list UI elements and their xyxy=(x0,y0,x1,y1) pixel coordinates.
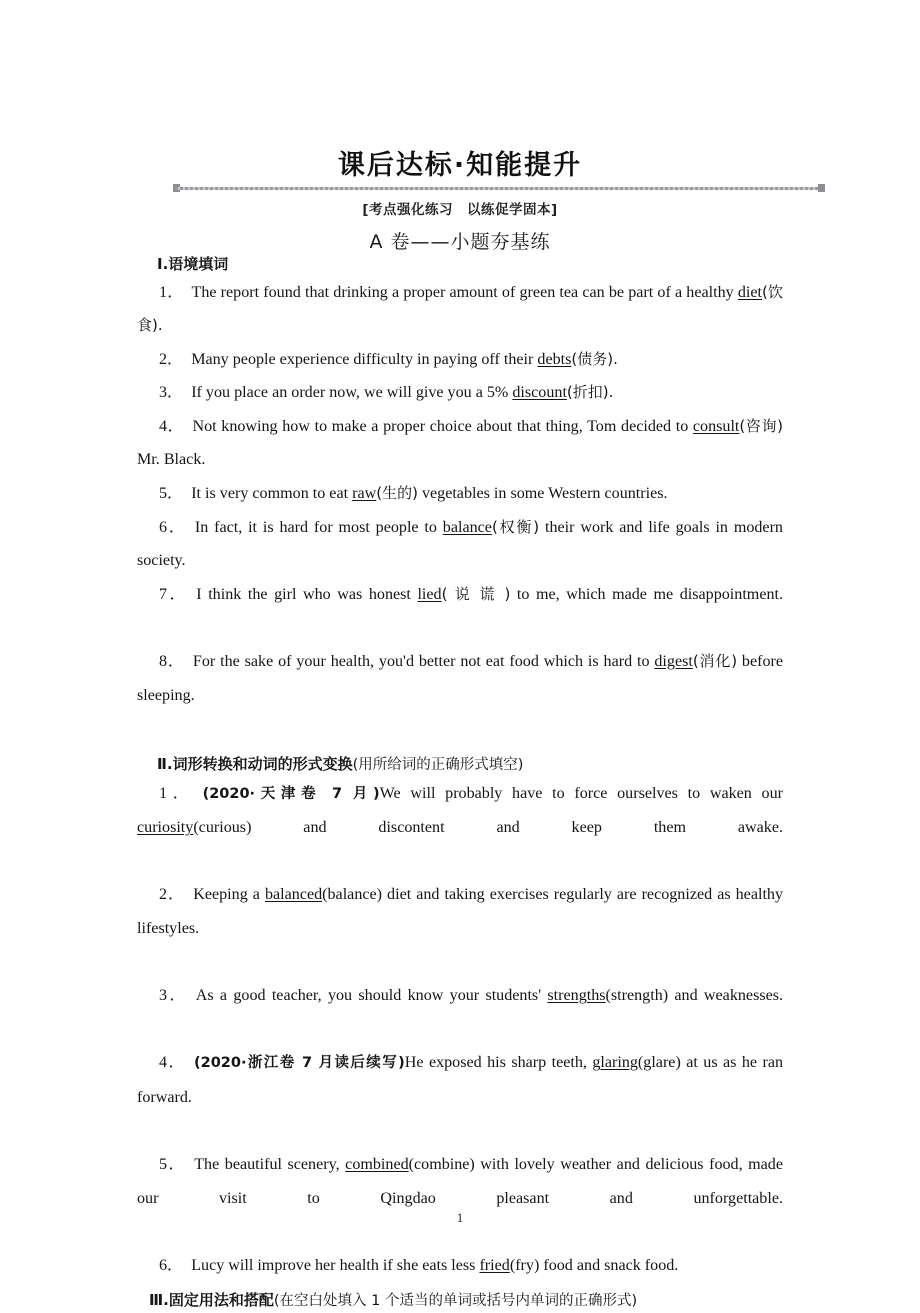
chinese-gloss: (权衡) xyxy=(491,517,540,536)
item-text: (balance) diet and taking exercises regularly are recognized as healthy lifestyles. xyxy=(137,886,784,937)
section-heading-label: Ⅱ.词形转换和动词的形式变换 xyxy=(157,754,353,773)
divider-right-cap xyxy=(818,184,825,192)
answer-blank: debts xyxy=(537,350,572,368)
answer-blank: strengths xyxy=(547,987,606,1005)
section-heading-note: (用所给词的正确形式填空) xyxy=(352,756,524,773)
exercise-item xyxy=(137,276,783,343)
item-number: 5． xyxy=(159,1156,187,1174)
section-heading-note: (在空白处填入 1 个适当的单词或括号内单词的正确形式) xyxy=(273,1293,638,1310)
exercise-item xyxy=(137,343,783,377)
answer-blank: curiosity xyxy=(137,819,194,837)
exercise-item xyxy=(137,477,783,511)
page-subtitle: [考点强化练习 以练促学固本] xyxy=(362,202,558,219)
item-number: 1． xyxy=(159,283,184,301)
item-text: vegetables in some Western countries. xyxy=(417,485,668,503)
item-number: 5． xyxy=(159,485,184,503)
item-text: The beautiful scenery, xyxy=(194,1156,346,1174)
answer-blank: lied xyxy=(417,585,442,603)
item-text: As a good teacher, you should know your students' xyxy=(195,987,548,1005)
exercise-item xyxy=(137,979,783,1046)
item-number: 6． xyxy=(159,518,187,536)
exercise-item xyxy=(137,376,783,410)
exercise-item xyxy=(137,1249,783,1283)
chinese-gloss: (消化) xyxy=(692,652,738,671)
item-number: 3． xyxy=(159,384,184,402)
section-heading-label: Ⅲ.固定用法和搭配 xyxy=(149,1291,274,1310)
section-heading xyxy=(157,753,783,777)
answer-blank: glaring xyxy=(592,1054,638,1072)
chinese-gloss: (生的) xyxy=(376,484,418,503)
answer-blank: combined xyxy=(345,1156,409,1174)
exam-source-tag: (2020·天津卷 7 月) xyxy=(202,785,380,802)
answer-blank: raw xyxy=(352,485,377,503)
item-number: 4． xyxy=(159,417,185,435)
section-spacer xyxy=(137,746,783,753)
item-number: 7． xyxy=(159,585,189,603)
item-text: to me, which made me disappointment. xyxy=(510,585,784,603)
item-text: If you place an order now, we will give you a 5% xyxy=(191,384,513,402)
item-text: Mr. Black. xyxy=(137,451,206,469)
exercise-item xyxy=(137,511,783,578)
exercise-item xyxy=(137,878,783,979)
item-text: He exposed his sharp teeth, xyxy=(404,1054,593,1072)
item-text: Lucy will improve her health if she eats less xyxy=(191,1256,480,1274)
section-heading-label: Ⅰ.语境填词 xyxy=(157,255,229,273)
section-heading xyxy=(149,1289,783,1313)
page-title: 课后达标·知能提升 xyxy=(337,150,583,181)
page-number: 1 xyxy=(456,1210,464,1225)
answer-blank: fried xyxy=(479,1256,510,1274)
exercise-item xyxy=(137,410,783,477)
page-header xyxy=(0,152,920,254)
answer-blank: balanced xyxy=(264,886,323,904)
exercise-item xyxy=(137,1046,783,1148)
exercise-item xyxy=(137,777,783,879)
item-number: 2． xyxy=(159,886,186,904)
item-text: (strength) and weaknesses. xyxy=(605,987,784,1005)
item-text: (fry) food and snack food. xyxy=(509,1256,679,1274)
exercise-item xyxy=(137,1148,783,1249)
item-text: Keeping a xyxy=(193,886,265,904)
chinese-gloss: (咨询) xyxy=(739,416,784,435)
answer-blank: balance xyxy=(442,518,492,536)
item-text: their work and life goals in modern society. xyxy=(137,518,783,570)
item-text: I think the girl who was honest xyxy=(196,585,418,603)
item-text: It is very common to eat xyxy=(191,485,353,503)
volume-label: A 卷——小题夯基练 xyxy=(369,231,551,254)
chinese-gloss: (饮食). xyxy=(137,282,783,335)
exercise-item xyxy=(137,645,783,746)
section-heading xyxy=(157,253,783,276)
answer-blank: digest xyxy=(654,653,693,671)
item-number: 1． xyxy=(159,784,195,802)
answer-blank: discount xyxy=(512,384,567,402)
item-text: In fact, it is hard for most people to xyxy=(194,518,443,536)
item-text: The report found that drinking a proper amount of green tea can be part of a healthy xyxy=(191,283,738,301)
item-text: We will probably have to force ourselves to waken our xyxy=(379,784,784,802)
answer-blank: diet xyxy=(737,283,762,301)
item-text: (combine) with lovely weather and delicious food, made our visit to Qingdao pleasant and unforgettable. xyxy=(137,1156,783,1207)
item-number: 4． xyxy=(159,1054,186,1072)
chinese-gloss: ( 说 谎 ) xyxy=(441,584,511,603)
item-text: before sleeping. xyxy=(137,653,784,704)
item-number: 3． xyxy=(159,987,188,1005)
exercise-item xyxy=(137,578,783,645)
answer-blank: consult xyxy=(692,417,740,435)
item-number: 8． xyxy=(159,653,185,671)
chinese-gloss: (债务). xyxy=(571,349,618,368)
item-text: Not knowing how to make a proper choice about that thing, Tom decided to xyxy=(192,417,693,435)
title-divider xyxy=(0,183,920,194)
item-number: 2． xyxy=(159,350,184,368)
item-number: 6． xyxy=(159,1256,184,1274)
item-text: Many people experience difficulty in paying off their xyxy=(191,350,538,368)
exercise-content xyxy=(137,253,783,1313)
chinese-gloss: (折扣). xyxy=(566,383,614,402)
divider-line xyxy=(175,187,822,190)
item-text: (curious) and discontent and keep them awake. xyxy=(193,819,783,837)
exam-source-tag: (2020·浙江卷 7 月读后续写) xyxy=(194,1055,405,1072)
section-spacer xyxy=(137,1282,783,1289)
item-text: For the sake of your health, you'd better not eat food which is hard to xyxy=(192,653,655,671)
item-text: (glare) at us as he ran forward. xyxy=(137,1054,784,1106)
